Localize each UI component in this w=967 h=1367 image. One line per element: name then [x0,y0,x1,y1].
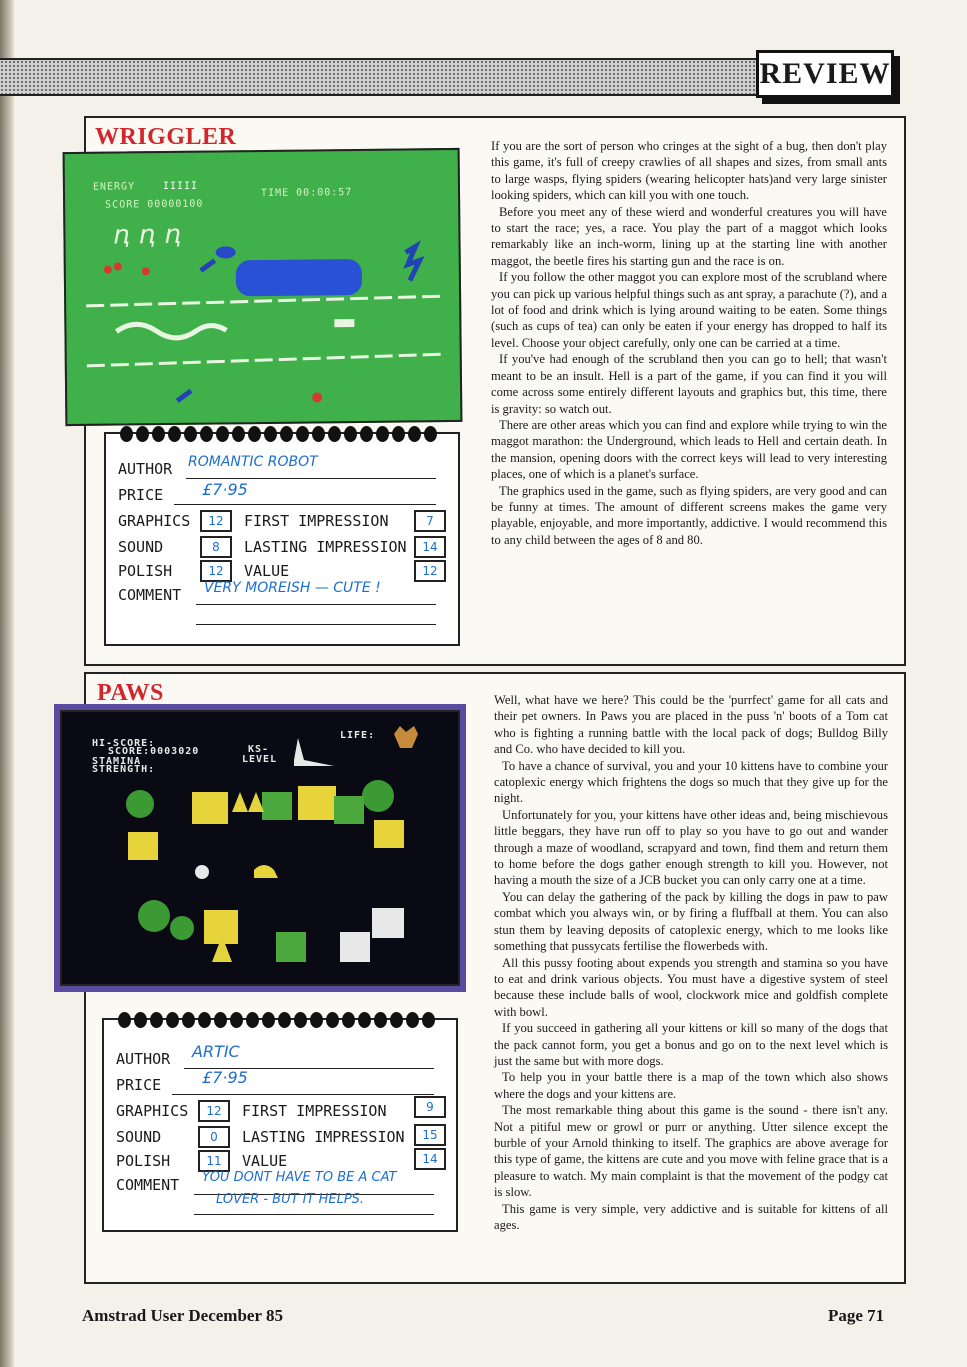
svg-text:ꞑ ꞑ ꞑ: ꞑ ꞑ ꞑ [113,219,183,251]
comment-label: COMMENT [118,586,182,604]
price-value: £7·95 [202,1068,248,1087]
paws-ks-label: KS- [248,744,270,755]
wriggler-time-label: TIME 00:00:57 [260,187,353,200]
sound-score: 8 [200,536,232,558]
lasting-impression-label: LASTING IMPRESSION [242,1128,405,1146]
graphics-label: GRAPHICS [118,512,191,530]
author-value: ARTIC [192,1042,240,1061]
sound-label: SOUND [118,538,164,556]
paws-screenshot [60,710,460,986]
comment-value: VERY MOREISH — CUTE ! [204,580,381,596]
paws-score-label: SCORE:0003020 [108,746,200,757]
value-score: 14 [414,1148,446,1170]
paws-stamina-label: STAMINA [92,756,142,767]
value-score: 12 [414,560,446,582]
wriggler-title: WRIGGLER [95,124,237,150]
lasting-impression-score: 14 [414,536,446,558]
wriggler-scene-graphic [65,150,461,424]
paragraph: This game is very simple, very addictive and is suitable for kittens of all ages. [494,1201,888,1232]
polish-label: POLISH [116,1152,171,1170]
paragraph: There are other areas which you can find and explore while trying to win the maggot marathon: the Underground, which leads to Hell and certain death. In the mansion, opening doors with the correct keys will lead to very interesting places, one of which is a planet's surface. [491,417,887,482]
graphics-label: GRAPHICS [116,1102,189,1120]
price-label: PRICE [116,1076,162,1094]
first-impression-label: FIRST IMPRESSION [244,512,389,530]
paragraph: To have a chance of survival, you and your 10 kittens have to combine your catoplexic energy which frightens the dogs so much that they give up for the night. [494,758,888,806]
comment-label: COMMENT [116,1176,180,1194]
magazine-footer: Amstrad User December 85 [82,1306,283,1325]
first-impression-score: 9 [414,1096,446,1118]
paragraph: If you succeed in gathering all your kittens or kill so many of the dogs that the pack cannot form, you get a bonus and go on to the next level which is just the same but with more dogs. [494,1021,888,1068]
paragraph: You can delay the gathering of the pack by killing the dogs in paw to paw combat which you always win, or by firing a fluffball at them. You can also stun them by leaving deposits of catoplexic energy, which to me looks like something that pussycats fertilise the flowerbeds with. [494,889,888,954]
wriggler-score-label: SCORE 00000100 [105,198,204,211]
wriggler-energy-label: ENERGY [92,181,136,193]
paragraph: The graphics used in the game, such as flying spiders, are very good and can be funny at times. The amount of different screens makes the game very playable, enjoyable, and more importantly, addictive. I would recommend this to any child between the ages of 8 and 80. [491,483,887,547]
paragraph: If you are the sort of person who cringes at the sight of a bug, then don't play this game, it's full of creepy crawlies of all shapes and sizes, from small ants to large wasps, flying spiders (wearing helicopter hats)and very large sinister looking spiders, which can kill you with one touch. [491,139,887,203]
card-spiral-binding [120,426,437,442]
paws-level-label: LEVEL [242,754,278,765]
review-section-label: REVIEW [756,50,894,98]
paragraph: Before you meet any of these wierd and wonderful creatures you will have to start the race; yes, a race. You play the part of a maggot which looks remarkably like an inch-worm, lining up at the starting line with another maggot, the beetle fires his starting gun and the race is on. [491,204,887,268]
paragraph: If you've had enough of the scrubland then you can go to hell; that wasn't meant to be an insult. Hell is a part of the game, if you can find it you will come across some entirely different layouts and graphics but, this time, there is gravity: so watch out. [491,352,887,416]
wriggler-screenshot [63,148,463,426]
lasting-impression-score: 15 [414,1124,446,1146]
paragraph: To help you in your battle there is a map of the town which also shows where the dogs and your kittens are. [494,1070,888,1101]
polish-label: POLISH [118,562,173,580]
value-label: VALUE [242,1152,288,1170]
paragraph: Well, what have we here? This could be the 'purrfect' game for all cats and their pet owners. In Paws you are placed in the puss 'n' boots of a Tom cat who is fighting a running battle with the local pack of dogs; Bulldog Billy and Co. who have decided to kill you. [494,693,888,757]
polish-score: 12 [200,560,232,582]
paragraph: The most remarkable thing about this game is the sound - there isn't any. Not a pitiful mew or growl or purr or anything. Utter silence except the burble of your Arnold thinking to itself. The graphics are above average for this type of game, the kittens are cute and you move with feline grace that is a pleasure to watch. My main complaint is that the movement of the podgy cat is slow. [494,1103,888,1200]
paragraph: All this pussy footing about expends you strength and stamina so you have to eat and drink various objects. You must have a digestive system of steel because these include balls of wool, clockwork mice and goldfish complete with bowl. [494,955,888,1019]
value-label: VALUE [244,562,290,580]
author-value: ROMANTIC ROBOT [188,454,318,470]
polish-score: 11 [198,1150,230,1172]
graphics-score: 12 [200,510,232,532]
paws-hiscore-label: HI-SCORE: [92,738,156,749]
comment-line-1: YOU DONT HAVE TO BE A CAT [202,1170,397,1185]
lasting-impression-label: LASTING IMPRESSION [244,538,407,556]
page-number: Page 71 [828,1306,885,1325]
paws-life-label: LIFE: [340,730,376,741]
author-label: AUTHOR [118,460,173,478]
paws-rating-card [102,1018,458,1232]
paragraph: If you follow the other maggot you can explore most of the scrubland where you can pick up various helpful things such as ant spray, a parachute (?), and a lot of food and drink which is lying around waiting to be eaten. Some things (such as cups of tea) can only be eaten if your energy has dropped to half its level. Choose your object carefully, only one can be carried at a time. [491,270,887,350]
sound-score: 0 [198,1126,230,1148]
paws-town-graphic [62,712,458,984]
author-label: AUTHOR [116,1050,171,1068]
card-spiral-binding [118,1012,435,1028]
first-impression-label: FIRST IMPRESSION [242,1102,387,1120]
wriggler-rating-card [104,432,460,646]
dotted-header-bar [0,58,760,96]
sound-label: SOUND [116,1128,162,1146]
wriggler-energy-bars: IIIII [162,180,199,193]
paws-strength-label: STRENGTH: [92,764,156,775]
page-spine-shadow [0,0,14,1367]
wriggler-review-text [491,138,887,548]
paws-title: PAWS [97,680,164,706]
price-label: PRICE [118,486,164,504]
first-impression-score: 7 [414,510,446,532]
comment-line-2: LOVER - BUT IT HELPS. [216,1192,365,1207]
graphics-score: 12 [198,1100,230,1122]
price-value: £7·95 [202,480,248,499]
paws-review-text [494,692,888,1233]
paragraph: Unfortunately for you, your kittens have other ideas and, being mischievous little beggars, they have run off to play so you have to go out and wander through a maze of woodland, scrapyard and town, find them and return them to home before the dogs gather enough strength to kill you. However, not having a mouth the size of a JCB bucket you can only carry one at a time. [494,807,888,888]
